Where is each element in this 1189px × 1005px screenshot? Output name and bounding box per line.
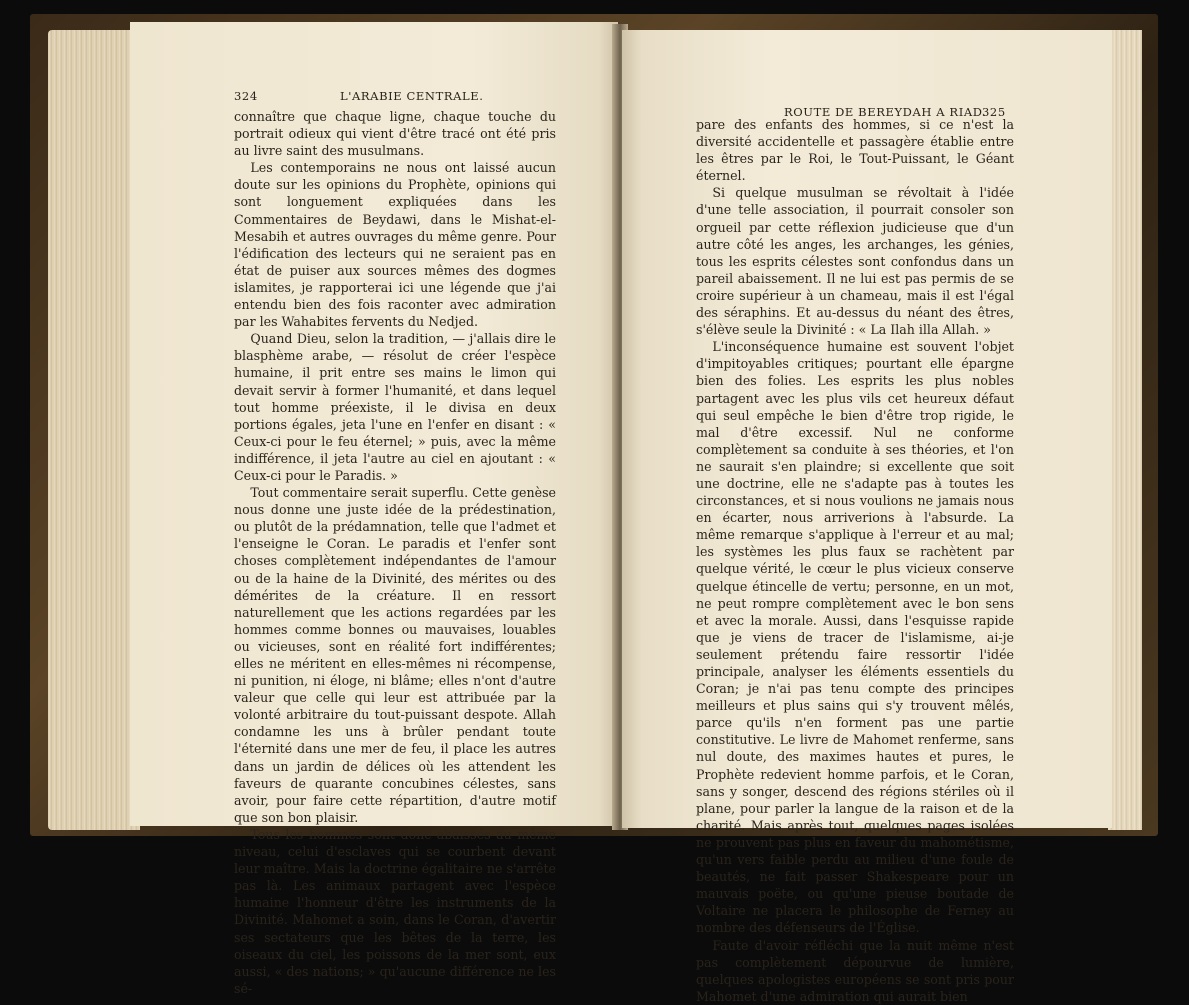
left-page-number: 324 xyxy=(234,89,258,103)
paragraph: Quand Dieu, selon la tradition, — j'allais dire le blasphème arabe, — résolut de créer l'espèce humaine, il prit entre ses mains le limon qui devait servir à former l'humanité, et dans lequel tout homme préexiste, il le divisa en deux portions égales, jeta l'une en l'enfer en disant : « Ceux-ci pour le feu éternel; » puis, avec la même indifférence, il jeta l'autre au ciel en ajoutant : « Ceux-ci pour le Paradis. » xyxy=(234,331,556,483)
paragraph: Tous les hommes sont donc abaissés au même niveau, celui d'esclaves qui se courbent devant leur maître. Mais la doctrine égalitaire ne s'arrête pas là. Les animaux partagent avec l'espèce humaine l'honneur d'être les instruments de la Divinité. Mahomet a soin, dans le Coran, d'avertir ses sectateurs que les bêtes de la terre, les oiseaux du ciel, les poissons de la mer sont, eux aussi, « des nations; » qu'aucune différence ne les sé- xyxy=(234,826,556,996)
right-page xyxy=(622,30,1112,1004)
paragraph: pare des enfants des hommes, si ce n'est la diversité accidentelle et passagère établie entre les êtres par le Roi, le Tout-Puissant, le Géant éternel. xyxy=(696,117,1014,184)
paragraph: Faute d'avoir réfléchi que la nuit même n'est pas complètement dépourvue de lumière, quelques apologistes européens se sont pris pour Mahomet d'une admiration qui aurait bien xyxy=(696,937,1014,1004)
paragraph: Tout commentaire serait superflu. Cette genèse nous donne une juste idée de la prédestination, ou plutôt de la prédamnation, telle que l'admet et l'enseigne le Coran. Le paradis et l'enfer sont choses complètement indépendantes de l'amour ou de la haine de la Divinité, des mérites ou des démérites de la créature. Il en ressort naturellement que les actions regardées par les hommes comme bonnes ou mauvaises, louables ou vicieuses, sont en réalité fort indifférentes; elles ne méritent en elles-mêmes ni récompense, ni punition, ni éloge, ni blâme; elles n'ont d'autre valeur que celle qui leur est attribuée par la volonté arbitraire du tout-puissant despote. Allah condamne les uns à brûler pendant toute l'éternité dans une mer de feu, il place les autres dans un jardin de délices où les attendent les faveurs de quarante concubines célestes, sans avoir, pour faire cette répartition, d'autre motif que son bon plaisir. xyxy=(234,485,556,825)
left-page-edges xyxy=(48,30,140,830)
right-running-head: ROUTE DE BEREYDAH A RIAD. xyxy=(784,105,987,119)
left-page xyxy=(130,22,618,996)
left-page-body xyxy=(234,108,556,997)
paragraph: L'inconséquence humaine est souvent l'objet d'impitoyables critiques; pourtant elle épargne bien des folies. Les esprits les plus nobles partagent avec les plus vils cet heureux défaut qui seul empêche le bien d'être trop rigide, le mal d'être excessif. Nul ne conforme complètement sa conduite à ses théories, et l'on ne saurait s'en plaindre; si excellente que soit une doctrine, elle ne s'adapte pas à toutes les circonstances, et si nous voulions ne jamais nous en écarter, nous arriverions à l'absurde. La même remarque s'applique à l'erreur et au mal; les systèmes les plus faux se rachètent par quelque vérité, le cœur le plus vicieux conserve quelque étincelle de vertu; personne, en un mot, ne peut rompre complètement avec le bon sens et avec la morale. Aussi, dans l'esquisse rapide que je viens de tracer de l'islamisme, ai-je seulement prétendu faire ressortir l'idée principale, analyser les éléments essentiels du Coran; je n'ai pas tenu compte des principes meilleurs et plus sains qui s'y trouvent mêlés, parce qu'ils n'en forment pas une partie constitutive. Le livre de Mahomet renferme, sans nul doute, des maximes hautes et pures, le Prophète redevient homme parfois, et le Coran, sans y songer, descend des régions stériles où il plane, pour parler la langue de la raison et de la charité. Mais après tout, quelques pages isolées ne prouvent pas plus en faveur du mahométisme, qu'un vers faible perdu au milieu d'une foule de beautés, ne fait passer Shakespeare pour un mauvais poëte, ou qu'une pieuse boutade de Voltaire ne placera le philosophe de Ferney au nombre des défenseurs de l'Église. xyxy=(696,339,1014,936)
paragraph: Si quelque musulman se révoltait à l'idée d'une telle association, il pourrait consoler son orgueil par cette réflexion judicieuse que d'un autre côté les anges, les archanges, les génies, tous les esprits célestes sont confondus dans un pareil abaissement. Il ne lui est pas permis de se croire supérieur à un chameau, mais il est l'égal des séraphins. Et au-dessus du néant des êtres, s'élève seule la Divinité : « La Ilah illa Allah. » xyxy=(696,185,1014,338)
paragraph: Les contemporains ne nous ont laissé aucun doute sur les opinions du Prophète, opinions qui sont longuement expliquées dans les Commentaires de Beydawi, dans le Mishat-el-Mesabih et autres ouvrages du même genre. Pour l'édification des lecteurs qui ne seraient pas en état de puiser aux sources mêmes des dogmes islamites, je rapporterai ici une légende que j'ai entendu bien des fois raconter avec admiration par les Wahabites fervents du Nedjed. xyxy=(234,160,556,330)
right-page-number: 325 xyxy=(982,105,1006,119)
left-running-head: L'ARABIE CENTRALE. xyxy=(340,89,484,103)
right-page-body xyxy=(696,116,1014,1005)
paragraph: connaître que chaque ligne, chaque touche du portrait odieux qui vient d'être tracé ont été pris au livre saint des musulmans. xyxy=(234,109,556,159)
right-page-edges xyxy=(1108,30,1142,830)
